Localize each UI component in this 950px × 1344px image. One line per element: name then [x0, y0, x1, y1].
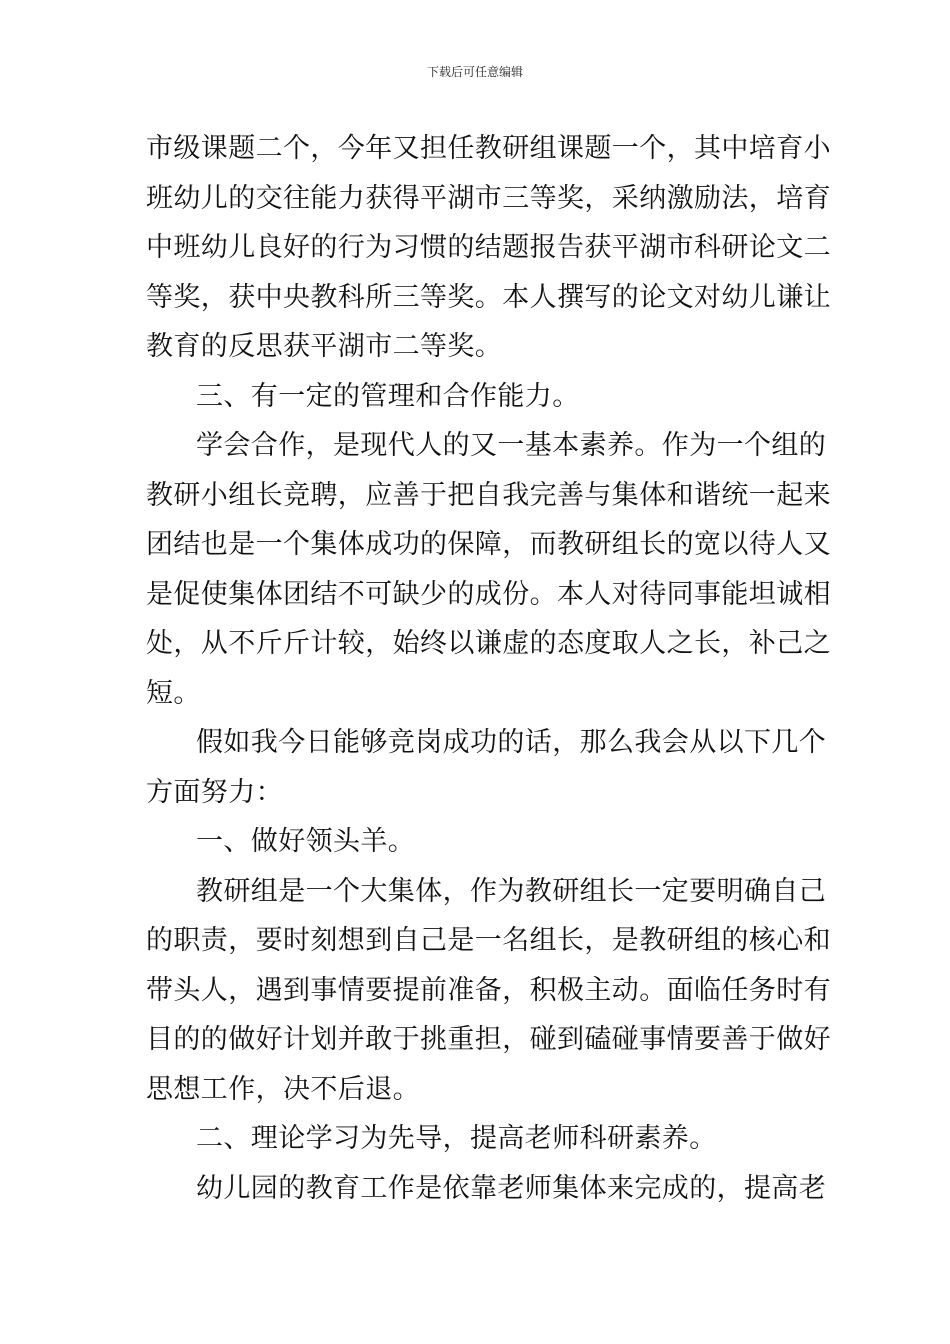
document-body [146, 124, 831, 1213]
text-line: 市级课题二个，今年又担任教研组课题一个，其中培育小 [146, 133, 831, 164]
section-heading-3: 三、有一定的管理和合作能力。 [196, 380, 580, 412]
text-line: 目的的做好计划并敢于挑重担，碰到磕碰事情要善于做好 [146, 1024, 831, 1055]
text-line: 团结也是一个集体成功的保障，而教研组长的宽以待人又 [146, 529, 831, 560]
text-line: 思想工作，决不后退。 [146, 1073, 420, 1105]
text-line: 处，从不斤斤计较，始终以谦虚的态度取人之长，补己之 [146, 628, 831, 659]
text-line: 带头人，遇到事情要提前准备，积极主动。面临任务时有 [146, 974, 831, 1006]
text-line: 班幼儿的交往能力获得平湖市三等奖，采纳激励法，培育 [146, 182, 831, 214]
text-line: 教研小组长竞聘，应善于把自我完善与集体和谐统一起来 [146, 479, 831, 511]
text-line: 的职责，要时刻想到自己是一名组长，是教研组的核心和 [146, 925, 831, 956]
section-heading-2: 二、理论学习为先导，提高老师科研素养。 [196, 1123, 717, 1154]
text-line: 短。 [146, 677, 201, 709]
text-line: 中班幼儿良好的行为习惯的结题报告获平湖市科研论文二 [146, 232, 831, 263]
paragraph-start: 学会合作，是现代人的又一基本素养。作为一个组的 [196, 430, 827, 461]
text-line: 方面努力： [146, 776, 283, 808]
paragraph-start: 教研组是一个大集体，作为教研组长一定要明确自己 [196, 875, 827, 907]
text-line: 教育的反思获平湖市二等奖。 [146, 331, 503, 362]
text-line: 等奖，获中央教科所三等奖。本人撰写的论文对幼儿谦让 [146, 281, 831, 313]
paragraph-start: 幼儿园的教育工作是依靠老师集体来完成的，提高老 [196, 1172, 827, 1204]
section-heading-1: 一、做好领头羊。 [196, 826, 416, 857]
text-line: 是促使集体团结不可缺少的成份。本人对待同事能坦诚相 [146, 578, 831, 610]
paragraph-start: 假如我今日能够竞岗成功的话，那么我会从以下几个 [196, 727, 827, 758]
page-header: 下载后可任意编辑 [426, 65, 523, 79]
